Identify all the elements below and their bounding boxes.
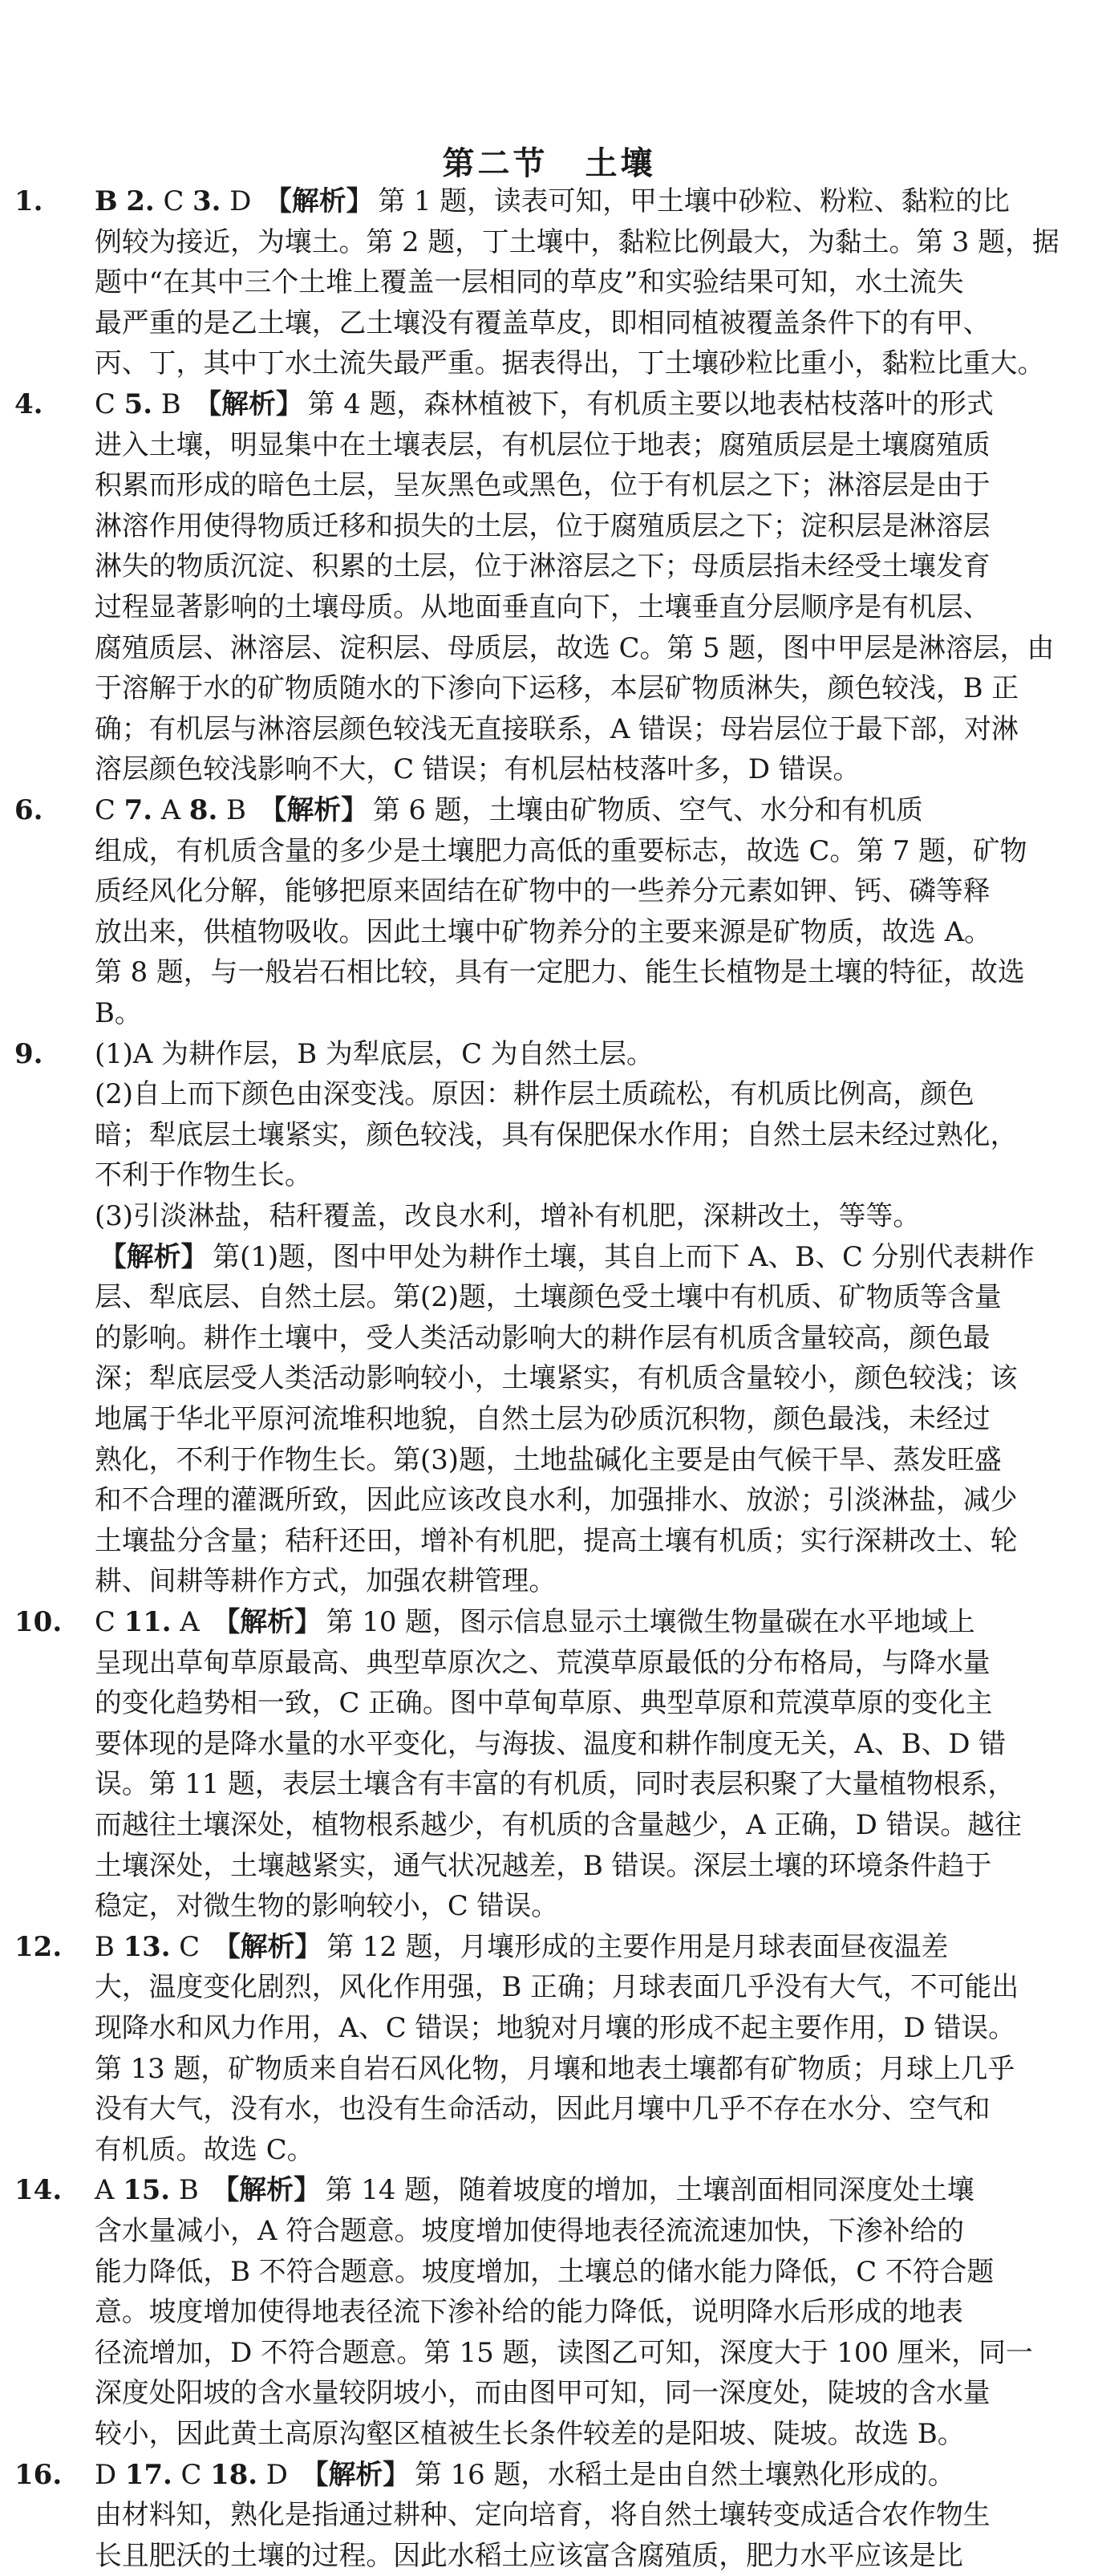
text-line	[0, 628, 1098, 668]
text-segment: 质经风化分解，能够把原来固结在矿物中的一些养分元素如钾、钙、磷等释	[95, 875, 991, 908]
text-line	[0, 1399, 1098, 1439]
text-line	[0, 1155, 1098, 1195]
text-segment: 而越往土壤深处，植物根系越少，有机质的含量越少，A 正确，D 错误。越往	[95, 1809, 1022, 1841]
text-line	[0, 1277, 1098, 1317]
text-segment: 积累而形成的暗色土层，呈灰黑色或黑色，位于有机层之下；淋溶层是由于	[95, 469, 991, 502]
line-text	[95, 790, 1093, 830]
text-line	[0, 790, 1098, 830]
line-text	[95, 1521, 1093, 1561]
text-segment: 淋失的物质沉淀、积累的土层，位于淋溶层之下；母质层指未经受土壤发育	[95, 550, 991, 583]
text-line	[0, 993, 1098, 1033]
text-line	[0, 749, 1098, 789]
text-segment: 最严重的是乙土壤，乙土壤没有覆盖草皮，即相同植被覆盖条件下的有甲、	[95, 306, 991, 339]
text-line	[0, 1643, 1098, 1683]
line-text	[95, 2292, 1093, 2332]
question-number: 14.	[14, 2174, 63, 2207]
line-text	[95, 1318, 1093, 1358]
line-text	[95, 1846, 1093, 1886]
text-segment: 熟化，不利于作物生长。第(3)题，土地盐碱化主要是由气候干旱、蒸发旺盛	[95, 1443, 1002, 1476]
text-line	[0, 1358, 1098, 1398]
line-text	[95, 1115, 1093, 1155]
section-title-part2: 土壤	[585, 144, 656, 182]
line-text	[95, 1196, 1093, 1236]
text-segment: 暗；犁底层土壤紧实，颜色较浅，具有保肥保水作用；自然土层未经过熟化，	[95, 1118, 1018, 1151]
text-line	[0, 1318, 1098, 1358]
line-text	[95, 546, 1093, 586]
line-text	[95, 993, 1093, 1033]
text-segment: 过程显著影响的土壤母质。从地面垂直向下，土壤垂直分层顺序是有机层、	[95, 591, 991, 623]
text-line	[0, 2252, 1098, 2292]
text-segment: 有机质。故选 C。	[95, 2133, 314, 2166]
text-segment: 第 10 题，图示信息显示土壤微生物量碳在水平地域上	[326, 1606, 975, 1638]
line-text	[95, 1440, 1093, 1480]
text-segment: 的变化趋势相一致，C 正确。图中草甸草原、典型草原和荒漠草原的变化主	[95, 1687, 993, 1720]
text-line	[0, 2008, 1098, 2048]
text-line	[0, 546, 1098, 586]
text-segment: B	[152, 388, 190, 420]
line-text	[95, 2049, 1093, 2089]
line-text	[95, 1034, 1093, 1074]
text-line	[0, 1521, 1098, 1561]
text-line	[0, 2211, 1098, 2251]
line-text	[95, 2089, 1093, 2129]
text-segment: B。	[95, 997, 142, 1029]
text-segment: 的影响。耕作土壤中，受人类活动影响大的耕作层有机质含量较高，颜色最	[95, 1321, 991, 1354]
line-text	[95, 709, 1093, 749]
question-number: 15.	[123, 2174, 171, 2207]
analysis-tag: 【解析】	[194, 388, 303, 420]
line-text	[95, 1602, 1093, 1642]
line-text	[95, 1074, 1093, 1114]
text-segment: C	[172, 2458, 211, 2491]
text-line	[0, 668, 1098, 708]
text-segment: 溶层颜色较浅影响不大，C 错误；有机层枯枝落叶多，D 错误。	[95, 753, 861, 786]
text-line	[0, 1967, 1098, 2007]
question-number: 3.	[192, 185, 221, 217]
text-line	[0, 1034, 1098, 1074]
analysis-tag: 【解析】	[213, 1930, 322, 1963]
question-number: 12.	[14, 1930, 63, 1963]
line-text	[95, 1561, 1093, 1601]
text-segment: 呈现出草甸草原最高、典型草原次之、荒漠草原最低的分布格局，与降水量	[95, 1646, 991, 1679]
line-text	[95, 668, 1093, 708]
text-line	[0, 1561, 1098, 1601]
text-segment: 能力降低，B 不符合题意。坡度增加，土壤总的储水能力降低，C 不符合题	[95, 2255, 995, 2288]
question-number: 4.	[14, 388, 43, 420]
text-line	[0, 912, 1098, 952]
text-line	[0, 1480, 1098, 1520]
question-number: 13.	[123, 1930, 171, 1963]
text-segment: D	[221, 185, 261, 217]
question-number: 18.	[210, 2458, 258, 2491]
line-text	[95, 1643, 1093, 1683]
text-line	[0, 262, 1098, 302]
text-line	[0, 871, 1098, 911]
text-segment: 腐殖质层、淋溶层、淀积层、母质层，故选 C。第 5 题，图中甲层是淋溶层，由	[95, 631, 1055, 664]
line-text	[95, 1967, 1093, 2007]
section-title	[0, 138, 1098, 184]
text-line	[0, 506, 1098, 546]
line-text	[95, 1358, 1093, 1398]
section-title-part1: 第二节	[442, 144, 549, 182]
text-segment: 径流增加，D 不符合题意。第 15 题，读图乙可知，深度大于 100 厘米，同一	[95, 2336, 1033, 2369]
text-line	[0, 303, 1098, 343]
line-text	[95, 871, 1093, 911]
line-text	[95, 1480, 1093, 1520]
question-number: 2.	[126, 185, 155, 217]
text-segment: C	[154, 185, 193, 217]
text-line	[0, 1237, 1098, 1277]
text-segment: 层、犁底层、自然土层。第(2)题，土壤颜色受土壤中有机质、矿物质等含量	[95, 1281, 1002, 1314]
text-segment: 要体现的是降水量的水平变化，与海拔、温度和耕作制度无关，A、B、D 错	[95, 1727, 1007, 1760]
text-line	[0, 465, 1098, 505]
text-segment: C	[170, 1930, 209, 1963]
text-segment: 深度处阳坡的含水量较阴坡小，而由图甲可知，同一深度处，陡坡的含水量	[95, 2377, 991, 2410]
line-text	[95, 1764, 1093, 1804]
line-text	[95, 1886, 1093, 1926]
text-segment: 由材料知，熟化是指通过耕种、定向培育，将自然土壤转变成适合农作物生	[95, 2499, 991, 2532]
text-segment: 深；犁底层受人类活动影响较小，土壤紧实，有机质含量较小，颜色较浅；该	[95, 1362, 1018, 1395]
question-number: 16.	[14, 2458, 63, 2491]
line-text	[95, 2536, 1093, 2576]
text-segment: C	[95, 1606, 124, 1638]
text-segment: 第 13 题，矿物质来自岩石风化物，月壤和地表土壤都有矿物质；月球上几乎	[95, 2052, 1015, 2085]
text-line	[0, 2130, 1098, 2170]
text-segment: B	[170, 2174, 208, 2207]
text-segment: 第 16 题，水稻土是由自然土壤熟化形成的。	[414, 2458, 955, 2491]
text-line	[0, 222, 1098, 262]
analysis-tag: 【解析】	[212, 2174, 321, 2207]
text-line	[0, 1927, 1098, 1967]
text-line	[0, 1115, 1098, 1155]
question-number: 10.	[14, 1606, 63, 1638]
question-number: 17.	[124, 2458, 172, 2491]
text-line	[0, 2049, 1098, 2089]
text-line	[0, 2536, 1098, 2576]
line-text	[95, 2130, 1093, 2170]
question-number: 8.	[188, 794, 218, 826]
line-text	[95, 1155, 1093, 1195]
analysis-tag: 【解析】	[99, 1240, 209, 1273]
text-segment: A	[95, 2174, 124, 2207]
line-text	[95, 1237, 1093, 1277]
line-text	[95, 384, 1093, 424]
text-segment: A	[171, 1606, 209, 1638]
question-number: 11.	[124, 1606, 172, 1638]
text-segment: 题中“在其中三个土堆上覆盖一层相同的草皮”和实验结果可知，水土流失	[95, 266, 964, 299]
text-line	[0, 2089, 1098, 2129]
text-line	[0, 181, 1098, 221]
text-segment: (3)引淡淋盐，秸秆覆盖，改良水利，增补有机肥，深耕改土，等等。	[95, 1200, 921, 1232]
line-text	[95, 1277, 1093, 1317]
text-segment: B	[95, 1930, 124, 1963]
text-line	[0, 1846, 1098, 1886]
text-segment: A	[152, 794, 189, 826]
text-segment: 土壤盐分含量；秸秆还田，增补有机肥，提高土壤有机质；实行深耕改土、轮	[95, 1524, 1018, 1557]
text-segment: 第 4 题，森林植被下，有机质主要以地表枯枝落叶的形式	[307, 388, 994, 420]
text-segment: 第 12 题，月壤形成的主要作用是月球表面昼夜温差	[326, 1930, 949, 1963]
text-line	[0, 952, 1098, 992]
text-line	[0, 384, 1098, 424]
line-text	[95, 425, 1093, 465]
text-segment: 没有大气，没有水，也没有生命活动，因此月壤中几乎不存在水分、空气和	[95, 2093, 991, 2126]
line-text	[95, 222, 1093, 262]
text-segment: 第 6 题，土壤由矿物质、空气、水分和有机质	[372, 794, 923, 826]
analysis-tag: 【解析】	[259, 794, 368, 826]
text-segment: 组成，有机质含量的多少是土壤肥力高低的重要标志，故选 C。第 7 题，矿物	[95, 834, 1027, 867]
text-segment: C	[95, 794, 124, 826]
text-line	[0, 1805, 1098, 1845]
text-segment: (2)自上而下颜色由深变浅。原因：耕作层土质疏松，有机质比例高，颜色	[95, 1078, 974, 1111]
question-number: 1.	[14, 185, 43, 217]
text-segment: 稳定，对微生物的影响较小，C 错误。	[95, 1890, 559, 1923]
text-segment: D	[95, 2458, 125, 2491]
question-number: B	[95, 185, 118, 217]
line-text	[95, 262, 1093, 302]
line-text	[95, 1927, 1093, 1967]
text-segment: 不利于作物生长。	[95, 1159, 312, 1192]
text-segment: 和不合理的灌溉所致，因此应该改良水利，加强排水、放淤；引淡淋盐，减少	[95, 1484, 1018, 1517]
line-text	[95, 2455, 1093, 2495]
line-text	[95, 506, 1093, 546]
line-text	[95, 2333, 1093, 2373]
text-line	[0, 1886, 1098, 1926]
line-text	[95, 1724, 1093, 1764]
text-segment: 丙、丁，其中丁水土流失最严重。据表得出，丁土壤砂粒比重小，黏粒比重大。	[95, 347, 1045, 380]
line-text	[95, 2211, 1093, 2251]
text-line	[0, 2495, 1098, 2535]
text-segment: 进入土壤，明显集中在土壤表层，有机层位于地表；腐殖质层是土壤腐殖质	[95, 428, 991, 461]
line-text	[95, 2414, 1093, 2454]
text-line	[0, 1683, 1098, 1723]
text-line	[0, 1764, 1098, 1804]
line-text	[95, 1683, 1093, 1723]
line-text	[95, 2170, 1093, 2210]
line-text	[95, 2373, 1093, 2413]
text-line	[0, 2333, 1098, 2373]
text-segment: 大，温度变化剧烈，风化作用强，B 正确；月球表面几乎没有大气，不可能出	[95, 1971, 1019, 2004]
text-segment: 确；有机层与淋溶层颜色较浅无直接联系，A 错误；母岩层位于最下部，对淋	[95, 712, 1019, 745]
text-line	[0, 425, 1098, 465]
line-text	[95, 2008, 1093, 2048]
text-line	[0, 1196, 1098, 1236]
question-number: 7.	[124, 794, 152, 826]
text-segment: 现降水和风力作用，A、C 错误；地貌对月壤的形成不起主要作用，D 错误。	[95, 2012, 1015, 2044]
text-segment: 于溶解于水的矿物质随水的下渗向下运移，本层矿物质淋失，颜色较浅，B 正	[95, 672, 1019, 705]
line-text	[95, 1399, 1093, 1439]
text-segment: 第 8 题，与一般岩石相比较，具有一定肥力、能生长植物是土壤的特征，故选	[95, 956, 1025, 989]
line-text	[95, 912, 1093, 952]
text-line	[0, 1074, 1098, 1114]
line-text	[95, 2495, 1093, 2535]
question-number: 5.	[124, 388, 152, 420]
text-segment: 淋溶作用使得物质迁移和损失的土层，位于腐殖质层之下；淀积层是淋溶层	[95, 509, 991, 542]
text-segment: 第 1 题，读表可知，甲土壤中砂粒、粉粒、黏粒的比	[378, 185, 1010, 217]
line-text	[95, 628, 1093, 668]
text-line	[0, 831, 1098, 871]
text-line	[0, 1602, 1098, 1642]
text-segment: (1)A 为耕作层，B 为犁底层，C 为自然土层。	[95, 1037, 654, 1070]
line-text	[95, 831, 1093, 871]
text-segment: B	[217, 794, 255, 826]
text-line	[0, 2455, 1098, 2495]
text-segment: 较小，因此黄土高原沟壑区植被生长条件较差的是阳坡、陡坡。故选 B。	[95, 2418, 965, 2450]
text-segment: 放出来，供植物吸收。因此土壤中矿物养分的主要来源是矿物质，故选 A。	[95, 915, 991, 948]
text-line	[0, 1440, 1098, 1480]
line-text	[95, 343, 1093, 383]
analysis-tag: 【解析】	[265, 185, 374, 217]
text-segment: 第(1)题，图中甲处为耕作土壤，其自上而下 A、B、C 分别代表耕作	[213, 1240, 1035, 1273]
line-text	[95, 587, 1093, 627]
text-segment: D	[257, 2458, 297, 2491]
text-segment: 长且肥沃的土壤的过程。因此水稻土应该富含腐殖质，肥力水平应该是比	[95, 2539, 963, 2572]
line-text	[95, 303, 1093, 343]
text-line	[0, 1724, 1098, 1764]
text-segment: 含水量减小，A 符合题意。坡度增加使得地表径流流速加快，下渗补给的	[95, 2215, 965, 2247]
text-segment: 意。坡度增加使得地表径流下渗补给的能力降低，说明降水后形成的地表	[95, 2296, 963, 2329]
text-line	[0, 587, 1098, 627]
text-line	[0, 2373, 1098, 2413]
analysis-tag: 【解析】	[213, 1606, 322, 1638]
question-number: 9.	[14, 1037, 43, 1070]
text-line	[0, 2170, 1098, 2210]
line-text	[95, 749, 1093, 789]
line-text	[95, 465, 1093, 505]
line-text	[95, 1805, 1093, 1845]
text-line	[0, 709, 1098, 749]
text-line	[0, 2414, 1098, 2454]
text-segment: C	[95, 388, 124, 420]
question-number: 6.	[14, 794, 43, 826]
line-text	[95, 181, 1093, 221]
analysis-tag: 【解析】	[301, 2458, 411, 2491]
text-segment: 例较为接近，为壤土。第 2 题，丁土壤中，黏粒比例最大，为黏土。第 3 题，据	[95, 225, 1060, 258]
text-segment: 误。第 11 题，表层土壤含有丰富的有机质，同时表层积聚了大量植物根系，	[95, 1768, 1015, 1801]
text-segment: 地属于华北平原河流堆积地貌，自然土层为砂质沉积物，颜色最浅，未经过	[95, 1403, 991, 1435]
line-text	[95, 2252, 1093, 2292]
text-line	[0, 343, 1098, 383]
text-segment	[118, 185, 127, 217]
text-segment: 第 14 题，随着坡度的增加，土壤剖面相同深度处土壤	[325, 2174, 974, 2207]
text-segment: 耕、间耕等耕作方式，加强农耕管理。	[95, 1565, 557, 1598]
line-text	[95, 952, 1093, 992]
text-line	[0, 2292, 1098, 2332]
text-segment: 土壤深处，土壤越紧实，通气状况越差，B 错误。深层土壤的环境条件趋于	[95, 1849, 992, 1882]
